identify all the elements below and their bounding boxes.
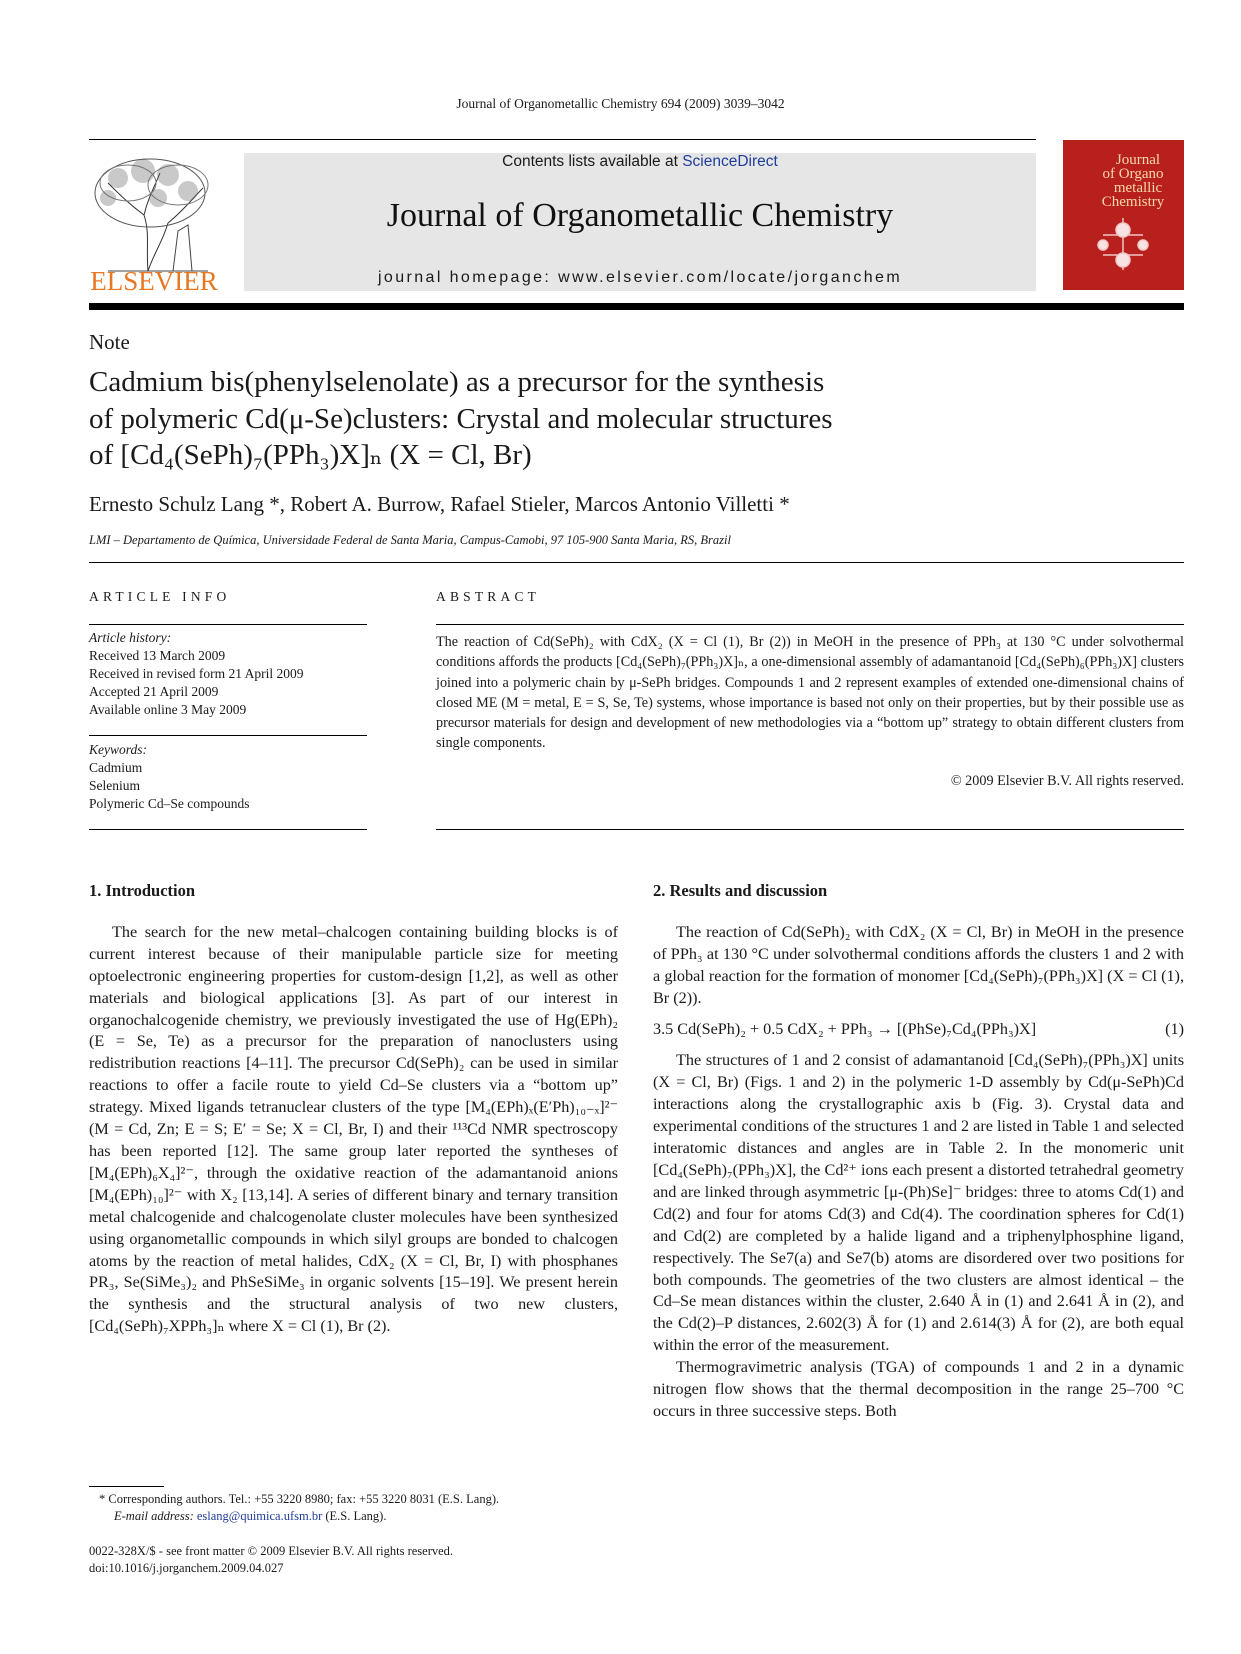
abstract-copyright: © 2009 Elsevier B.V. All rights reserved. — [950, 773, 1184, 789]
article-history: Article history: Received 13 March 2009 Received in revised form 21 April 2009 Accepted 21 April 2009 Available online 3 May 2009 — [89, 629, 367, 719]
results-paragraph: Thermogravimetric analysis (TGA) of compounds 1 and 2 in a dynamic nitrogen flow shows that the thermal decomposition in the range 25–700 °C occurs in three successive steps. Both — [653, 1358, 1184, 1420]
introduction-paragraph: The search for the new metal–chalcogen containing building blocks is of current interest because of their manipulable particle size for meeting optoelectronic engineering properties for custom-design [1,2], as well as other materials and biological applications [3]. As part of our interest in organochalcogenide chemistry, we previously investigated the use of Hg(EPh)₂ (E = Se, Te) as a precursor for the preparation of nanoclusters using redistribution reactions [4–11]. The precursor Cd(SePh)₂ can be used in similar reactions to offer a facile route to yield Cd–Se clusters via a “bottom up” strategy. Mixed ligands tetranuclear clusters of the type [M₄(EPh)ₓ(E′Ph)₁₀₋ₓ]²⁻ (M = Cd, Zn; E = S; E′ = Se; X = Cl, Br, I) and their ¹¹³Cd NMR spectroscopy has been reported [12]. The same group later reported the syntheses of [M₄(EPh)₆X₄]²⁻, through the oxidative reaction of the adamantanoid anions [M₄(EPh)₁₀]²⁻ with X₂ [13,14]. A series of different binary and ternary transition metal chalcogenide and chalcogenolate cluster molecules have been synthesized using organometallic compounds in which silyl groups are bonded to chalcogen atoms by the reaction of metal halides, CdX₂ (X = Cl, Br, I) with phosphanes PR₃, Se(SiMe₃)₂ and PhSeSiMe₃ in organic solvents [15–19]. We present herein the synthesis and the structural analysis of two new clusters, [Cd₄(SePh)₇XPPh₃]ₙ where X = Cl (1), Br (2). — [89, 922, 618, 1336]
svg-text:metallic: metallic — [1113, 180, 1163, 196]
journal-homepage-link[interactable]: journal homepage: www.elsevier.com/locate/jorganchem — [377, 269, 903, 286]
article-info-rule — [89, 624, 367, 625]
elsevier-logo — [88, 153, 220, 293]
history-item: Available online 3 May 2009 — [89, 702, 247, 717]
journal-banner — [244, 153, 1036, 291]
introduction-section — [89, 880, 618, 1338]
svg-text:of Organo: of Organo — [1102, 166, 1164, 182]
sciencedirect-link[interactable]: ScienceDirect — [682, 153, 778, 170]
keyword-item: Selenium — [89, 778, 140, 793]
results-paragraph: The structures of 1 and 2 consist of adamantanoid [Cd₄(SePh)₇(PPh₃)X] units (X = Cl, Br) (Figs. 1 and 2) in the polymeric 1-D assembly by Cd(μ-SePh)Cd interactions along the crystallographic axis b (Fig. 3). Crystal data and experimental conditions of the structures 1 and 2 are listed in Table 1 and selected interatomic distances and angles are in Table 2. In the monomeric unit [Cd₄(SePh)₇(PPh₃)X], the Cd²⁺ ions each present a distorted tetrahedral geometry and are linked through asymmetric [μ-(Ph)Se]⁻ bridges: three to atoms Cd(1) and Cd(2) and four for atoms Cd(3) and Cd(4). The coordination spheres for Cd(1) and Cd(2) are completed by a halide ligand and a triphenylphosphine ligand, respectively. The Se7(a) and Se7(b) atoms are disordered over two positions for both compounds. The geometries of the two clusters are almost identical – the Cd–Se mean distances within the cluster, 2.640 Å in (1) and 2.641 Å in (2), and the Cd(2)–P distances, 2.602(3) Å for (1) and 2.614(3) Å for (2), are both equal within the error of the measurement. — [653, 1051, 1184, 1355]
article-info-heading: ARTICLE INFO — [89, 589, 231, 604]
history-item: Accepted 21 April 2009 — [89, 684, 219, 699]
keyword-item: Cadmium — [89, 760, 143, 775]
elsevier-tree-icon — [88, 153, 220, 293]
results-heading: 2. Results and discussion — [653, 881, 828, 900]
article-authors: Ernesto Schulz Lang *, Robert A. Burrow, Rafael Stieler, Marcos Antonio Villetti * — [89, 492, 790, 516]
author-affiliation: LMI – Departamento de Química, Universidade Federal de Santa Maria, Campus-Camobi, 97 105-900 Santa Maria, RS, Brazil — [89, 533, 731, 547]
abstract-rule — [436, 624, 1184, 625]
doi-line: doi:10.1016/j.jorganchem.2009.04.027 — [89, 1561, 284, 1575]
keywords: Keywords: Cadmium Selenium Polymeric Cd–Se compounds — [89, 741, 367, 813]
journal-citation: Journal of Organometallic Chemistry 694 (2009) 3039–3042 — [456, 96, 785, 111]
history-item: Received in revised form 21 April 2009 — [89, 666, 304, 681]
corresponding-authors-note: * Corresponding authors. Tel.: +55 3220 8980; fax: +55 3220 8031 (E.S. Lang). — [99, 1492, 500, 1506]
issn-line: 0022-328X/$ - see front matter © 2009 Elsevier B.V. All rights reserved. — [89, 1544, 454, 1558]
email-link[interactable]: eslang@quimica.ufsm.br — [196, 1509, 323, 1523]
svg-text:Chemistry: Chemistry — [1101, 194, 1165, 210]
footnote: * Corresponding authors. Tel.: +55 3220 8980; fax: +55 3220 8031 (E.S. Lang). E-mail address: eslang@quimica.ufsm.br (E.S. Lang). — [99, 1491, 619, 1525]
journal-title: Journal of Organometallic Chemistry — [386, 197, 894, 234]
abstract-heading: ABSTRACT — [436, 589, 541, 604]
equation-number: (1) — [1165, 1019, 1184, 1038]
equation-text: 3.5 Cd(SePh)₂ + 0.5 CdX₂ + PPh₃ → [(PhSe)₇Cd₄(PPh₃)X] — [653, 1019, 1037, 1038]
front-matter — [89, 1543, 649, 1577]
info-bottom-rule — [89, 829, 367, 830]
keyword-item: Polymeric Cd–Se compounds — [89, 796, 250, 811]
contents-line: Contents lists available at ScienceDirect — [502, 153, 778, 170]
header-thick-rule — [89, 303, 1184, 310]
abstract-text: The reaction of Cd(SePh)₂ with CdX₂ (X = Cl (1), Br (2)) in MeOH in the presence of PPh₃ at 130 °C under solvothermal conditions affords the products [Cd₄(SePh)₇(PPh₃)X]ₙ, a one-dimensional assembly of adamantanoid [Cd₄(SePh)₆(PPh₃)X] clusters joined into a polymeric chain by μ-SePh bridges. Compounds 1 and 2 represent examples of extended one-dimensional chains of closed ME (M = metal, E = S, Se, Te) systems, whose importance is based not only on their properties, but by their possible use as precursor materials for design and development of new methodologies via a “bottom up” strategy to obtain different clusters from single components. — [436, 634, 1184, 752]
results-paragraph: The reaction of Cd(SePh)₂ with CdX₂ (X = Cl, Br) in MeOH in the presence of PPh₃ at 130 °C under solvothermal conditions affords the clusters 1 and 2 with a global reaction for the formation of monomer [Cd₄(SePh)₇(PPh₃)X] (X = Cl (1), Br (2)). — [653, 922, 1184, 1007]
results-section — [653, 880, 1184, 1423]
footnote-rule — [89, 1486, 164, 1487]
title-rule — [89, 562, 1184, 563]
history-item: Received 13 March 2009 — [89, 648, 226, 663]
svg-text:Journal: Journal — [1115, 152, 1161, 168]
article-type: Note — [89, 330, 130, 354]
keywords-rule — [89, 735, 367, 736]
journal-cover — [1063, 140, 1184, 290]
introduction-heading: 1. Introduction — [89, 881, 196, 900]
abstract-bottom-rule — [436, 829, 1184, 830]
article-title: Cadmium bis(phenylselenolate) as a precursor for the synthesis of polymeric Cd(μ-Se)clusters: Crystal and molecular structures of [Cd₄(SePh)₇(PPh₃)X]ₙ (X = Cl, Br) — [89, 366, 833, 471]
svg-text:ELSEVIER: ELSEVIER — [90, 266, 218, 293]
header-rule — [89, 139, 1036, 140]
equation-1 — [653, 1019, 1184, 1041]
